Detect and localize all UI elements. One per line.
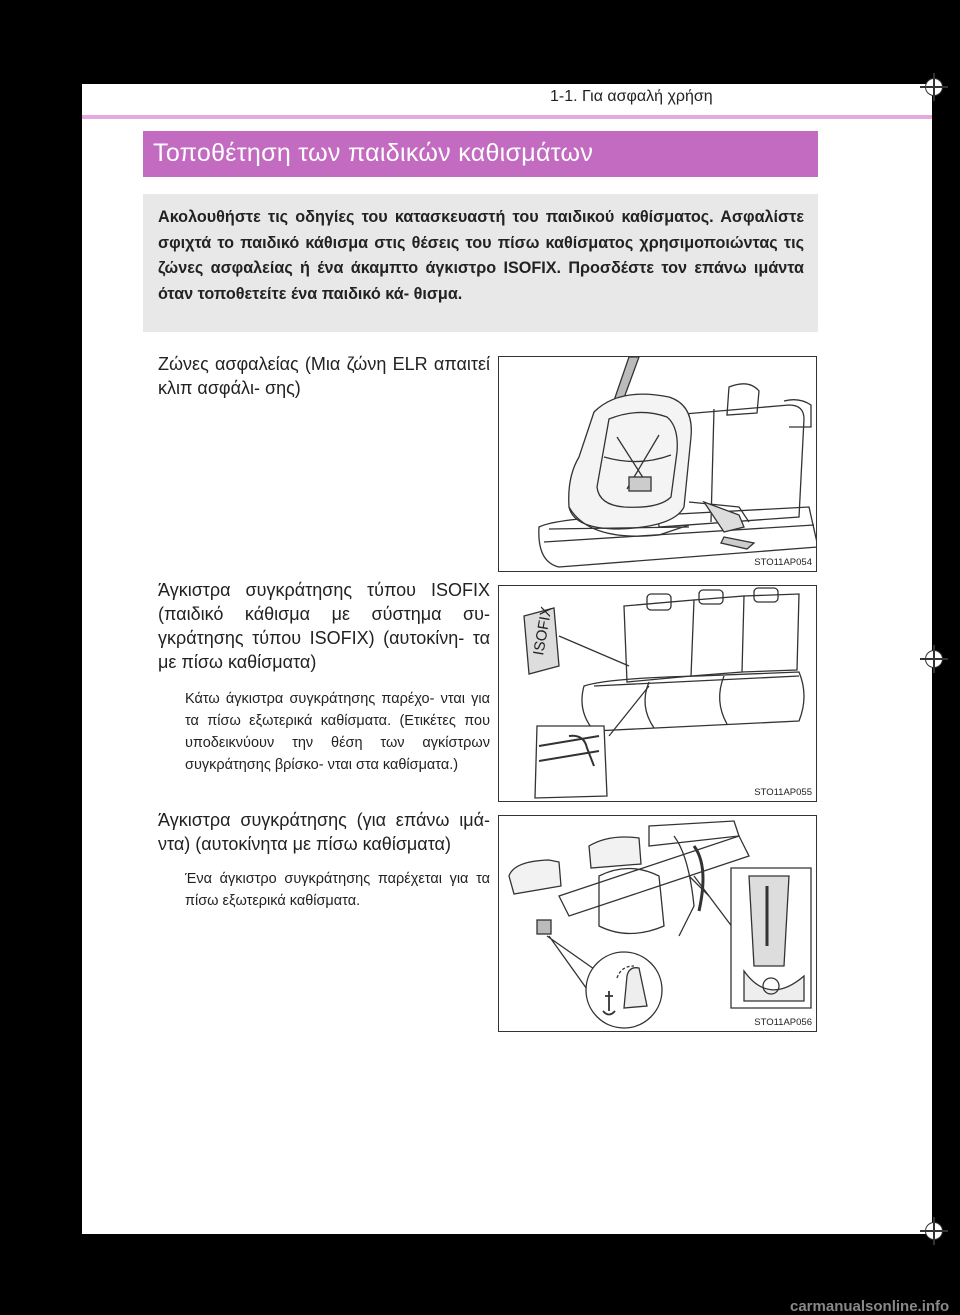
footer-watermark: carmanualsonline.info — [790, 1298, 950, 1315]
figure-top-tether — [498, 815, 817, 1032]
item-top-tether-description: Ένα άγκιστρο συγκράτησης παρέχεται για τα πίσω εξωτερικά καθίσματα. — [185, 871, 490, 909]
figure-seat-belt — [498, 356, 817, 572]
item-isofix-description: Κάτω άγκιστρα συγκράτησης παρέχο- νται για τα πίσω εξωτερικά καθίσματα. (Ετικέτες που υποδεικνύουν την θέση των αγκίστρων συγκράτησης βρίσκο- νται στα καθίσματα.) — [185, 691, 490, 773]
registration-mark — [925, 650, 943, 668]
registration-mark — [925, 78, 943, 96]
top-tether-illustration — [499, 816, 817, 1032]
figure-isofix — [498, 585, 817, 802]
item-isofix-title: Άγκιστρα συγκράτησης τύπου ISOFIX (παιδικό κάθισμα με σύστημα συ- γκράτησης τύπου ISOFIX) (αυτοκίνη- τα με πίσω καθίσματα) — [158, 580, 490, 672]
section-header: 1-1. Για ασφαλή χρήση — [550, 88, 713, 105]
isofix-tag-label: ISOFIX — [530, 605, 556, 657]
registration-mark — [925, 1222, 943, 1240]
item-top-tether-title: Άγκιστρα συγκράτησης (για επάνω ιμά- ντα) (αυτοκίνητα με πίσω καθίσματα) — [158, 810, 490, 854]
page — [82, 84, 932, 1234]
figure-code: STO11AP056 — [754, 1017, 812, 1028]
header-rule — [82, 115, 932, 119]
intro-box — [143, 194, 818, 332]
figure-code: STO11AP054 — [754, 557, 812, 568]
figure-code: STO11AP055 — [754, 787, 812, 798]
seat-belt-illustration — [499, 357, 817, 572]
page-title: Τοποθέτηση των παιδικών καθισμάτων — [153, 139, 594, 167]
intro-text: Ακολουθήστε τις οδηγίες του κατασκευαστή του παιδικού καθίσματος. Ασφαλίστε σφιχτά το παιδικό κάθισμα στις θέσεις του πίσω καθίσματος χρησιμοποιώντας τις ζώνες ασφαλείας ή ένα άκαμπτο άγκιστρο ISOFIX. Προσδέστε τον επάνω ιμάντα όταν τοποθετείτε ένα παιδικό κά- θισμα. — [158, 208, 804, 303]
item-seat-belts-title: Ζώνες ασφαλείας (Μια ζώνη ELR απαιτεί κλιπ ασφάλι- σης) — [158, 354, 490, 398]
isofix-illustration — [499, 586, 817, 802]
title-bar — [143, 131, 818, 177]
